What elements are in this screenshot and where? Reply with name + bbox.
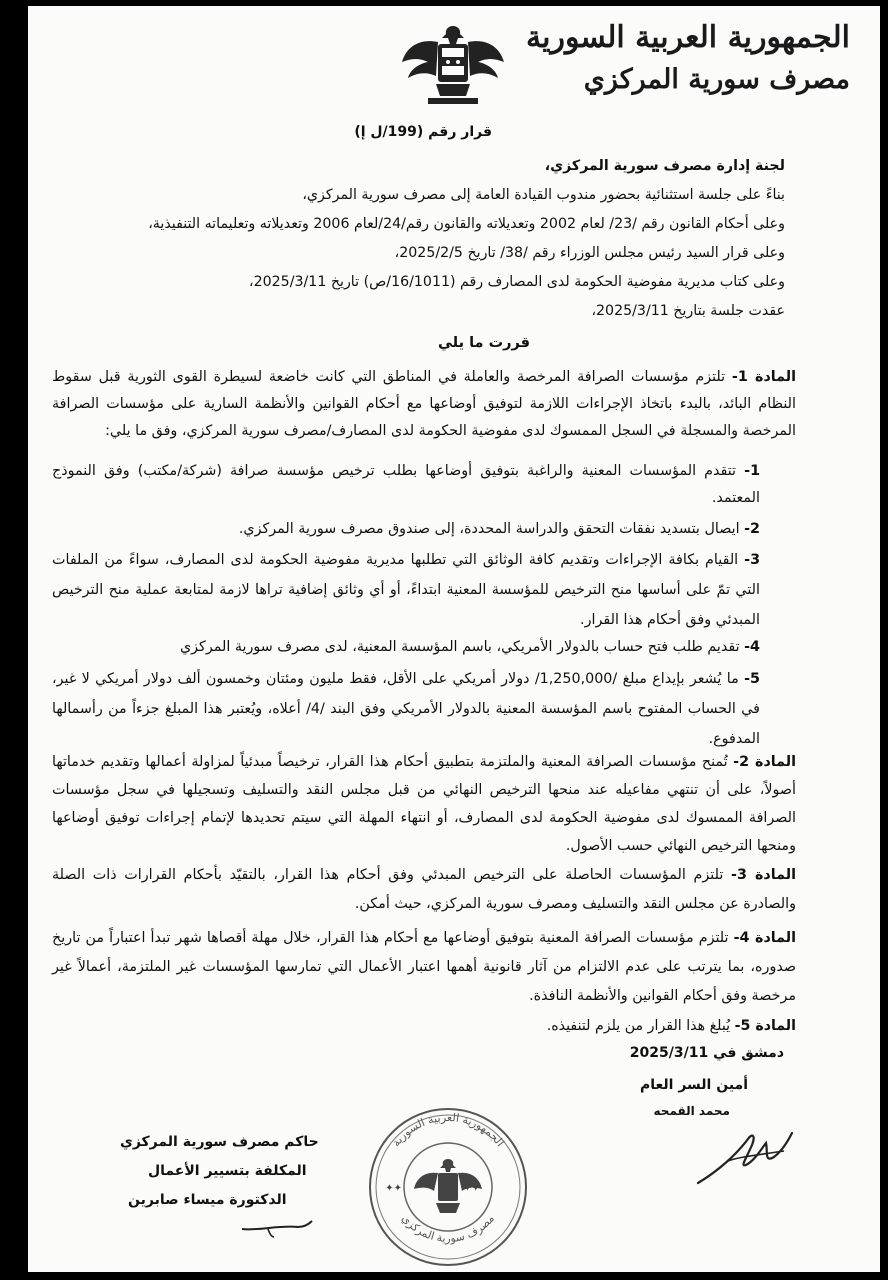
syrian-eagle-emblem-icon (398, 18, 508, 110)
article-label: المادة 2- (733, 754, 796, 770)
svg-text:✦✦: ✦✦ (385, 1183, 402, 1194)
item-text: ما يُشعر بإيداع مبلغ /1,250,000/ دولار أمريكي على الأقل، فقط مليون ومئتان وخمسون ألف دولار أمريكي لا غير، في الحساب المفتوح باسم المؤسسة المعنية بالدولار الأمريكي وفق البند /4/ أعلاه، ويُعتبر هذا المبلغ جزءاً من رأسمالها المدفوع. (52, 671, 760, 747)
article-text: يُبلغ هذا القرار من يلزم لتنفيذه. (546, 1018, 731, 1034)
document-page (28, 6, 880, 1272)
seal-bottom-text: مصرف سورية المركزي (399, 1212, 497, 1245)
preamble-line: عقدت جلسة بتاريخ 2025/3/11، (591, 303, 785, 319)
article-2 (52, 748, 796, 860)
item-number: 2- (744, 521, 760, 537)
article-1-item (52, 634, 760, 661)
secretary-name: محمد القمحه (653, 1104, 730, 1118)
article-4 (52, 924, 796, 1011)
article-label: المادة 1- (731, 369, 796, 385)
governor-title: حاكم مصرف سورية المركزي (120, 1134, 319, 1150)
article-1 (52, 364, 796, 445)
preamble-line: لجنة إدارة مصرف سورية المركزي، (544, 158, 785, 174)
preamble-line: وعلى أحكام القانون رقم /23/ لعام 2002 وتعديلاته والقانون رقم/24/لعام 2006 وتعديلاته وتعليماته التنفيذية، (148, 216, 785, 232)
article-1-item (52, 516, 760, 543)
article-text: تلتزم المؤسسات الحاصلة على الترخيص المبدئي وفق أحكام هذا القرار، بالتقيّد بأحكام القرارات ذات الصلة والصادرة عن مجلس النقد والتسليف ومصرف سورية المركزي، حيث أمكن. (52, 867, 796, 912)
preamble-line: وعلى كتاب مديرية مفوضية الحكومة لدى المصارف رقم (16/1011/ص) تاريخ 2025/3/11، (249, 274, 785, 290)
article-1-item (52, 545, 760, 635)
article-1-item (52, 664, 760, 754)
article-3 (52, 861, 796, 919)
article-1-item (52, 458, 760, 512)
official-seal-icon (358, 1091, 538, 1271)
item-text: ايصال بتسديد نفقات التحقق والدراسة المحددة، إلى صندوق مصرف سورية المركزي. (238, 521, 740, 537)
article-text: تلتزم مؤسسات الصرافة المعنية بتوفيق أوضاعها مع أحكام هذا القرار، خلال مهلة أقصاها شهر تبدأ اعتباراً من تاريخ صدوره، بما يترتب على عدم الالتزام من آثار قانونية أهمها اعتبار الأعمال التي تمارسها المؤسسات غير الملتزمة، أعمالاً غير مرخصة وفق أحكام القوانين والأنظمة النافذة. (52, 930, 796, 1004)
item-number: 5- (744, 671, 760, 687)
article-5 (547, 1019, 796, 1033)
article-label: المادة 3- (731, 867, 796, 883)
place-date: دمشق في 2025/3/11 (629, 1045, 784, 1061)
letterhead-bank: مصرف سورية المركزي (583, 64, 850, 95)
article-label: المادة 5- (734, 1018, 796, 1034)
governor-signature-icon (238, 1211, 318, 1241)
governor-name: الدكتورة ميساء صابرين (128, 1192, 287, 1208)
article-text: تُمنح مؤسسات الصرافة المعنية والملتزمة بتطبيق أحكام هذا القرار، ترخيصاً مبدئياً لمزاولة أعمالها وتقديم خدماتها أصولاً، على أن تنتهي مفاعيله عند منحها الترخيص النهائي من قبل مجلس النقد والتسليف وتسجيلها في سجل مؤسسات الصرافة الممسوك لدى مفوضية الحكومة لدى المصارف، أو انتهاء المهلة التي سيتم تحديدها لإتمام إجراءات توفيق أوضاعها ومنحها الترخيص النهائي حسب الأصول. (52, 754, 796, 854)
article-label: المادة 4- (733, 930, 796, 946)
item-number: 4- (744, 639, 760, 655)
decided-heading: قررت ما يلي (438, 335, 530, 351)
item-text: تتقدم المؤسسات المعنية والراغبة بتوفيق أوضاعها بطلب ترخيص مؤسسة صرافة (شركة/مكتب) وفق النموذج المعتمد. (52, 463, 760, 506)
seal-top-text: الجمهورية العربية السورية (389, 1110, 507, 1150)
article-text: تلتزم مؤسسات الصرافة المرخصة والعاملة في المناطق التي كانت خاضعة لسيطرة القوى الثورية قبل سقوط النظام البائد، بالبدء باتخاذ الإجراءات اللازمة لتوفيق أوضاعها مع أحكام القوانين والأنظمة السارية على مؤسسات الصرافة المرخصة والمسجلة في السجل الممسوك لدى مفوضية الحكومة لدى المصارف/مصرف سورية المركزي، وفق ما يلي: (52, 369, 796, 439)
svg-text:✦✦: ✦✦ (463, 1183, 480, 1194)
preamble-line: بناءً على جلسة استثنائية بحضور مندوب القيادة العامة إلى مصرف سورية المركزي، (302, 187, 785, 203)
item-number: 1- (744, 463, 761, 479)
item-number: 3- (744, 552, 761, 568)
decision-number: قرار رقم (199/ل إ) (354, 124, 492, 140)
secretary-title: أمين السر العام (639, 1077, 748, 1093)
item-text: القيام بكافة الإجراءات وتقديم كافة الوثائق التي تطلبها مديرية مفوضية الحكومة لدى المصارف، سواءً من الملفات التي تمّ على أساسها منح الترخيص للمؤسسة المعنية ابتداءً، أو أي وثائق إضافية تراها لازمة لمتابعة عملية منح الترخيص المبدئي وفق أحكام هذا القرار. (52, 552, 760, 628)
governor-role: المكلفة بتسيير الأعمال (148, 1163, 307, 1179)
secretary-signature-icon (688, 1121, 798, 1191)
preamble-line: وعلى قرار السيد رئيس مجلس الوزراء رقم /38/ تاريخ 2025/2/5، (394, 245, 785, 261)
letterhead-republic: الجمهورية العربية السورية (526, 20, 850, 55)
item-text: تقديم طلب فتح حساب بالدولار الأمريكي، باسم المؤسسة المعنية، لدى مصرف سورية المركزي (179, 639, 740, 655)
